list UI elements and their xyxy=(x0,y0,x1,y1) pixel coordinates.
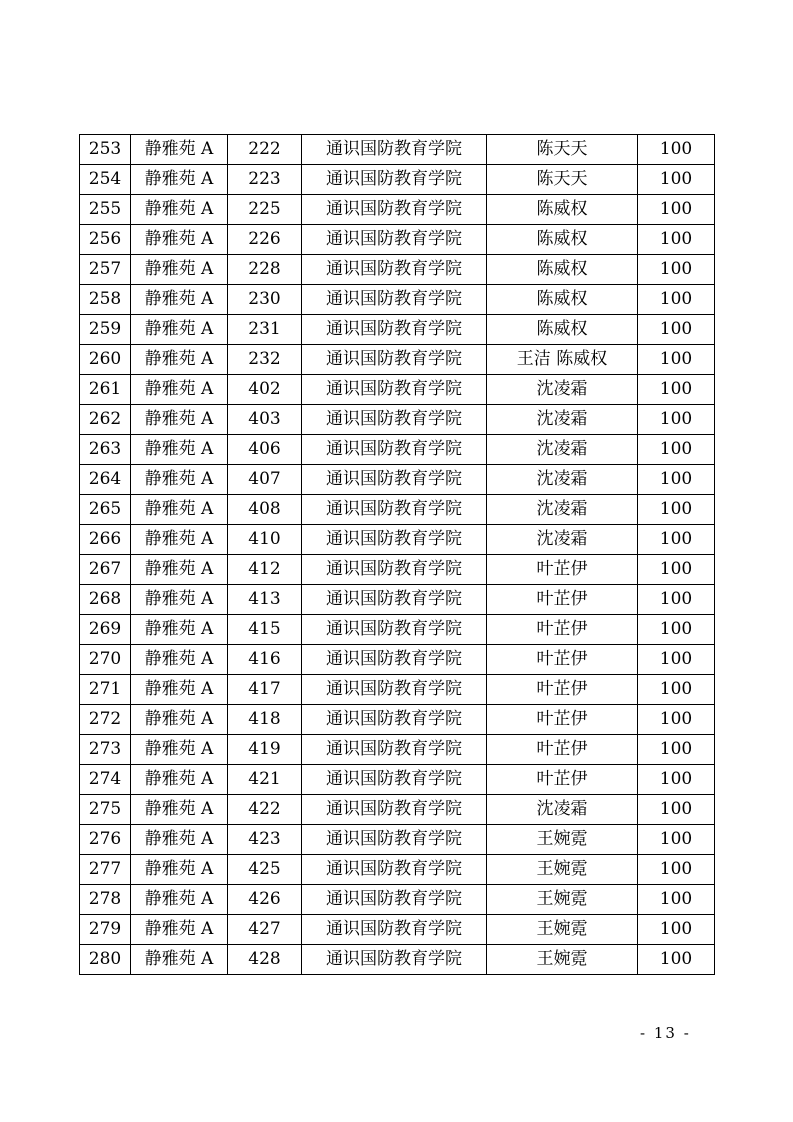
cell-room: 426 xyxy=(228,885,302,915)
cell-index: 262 xyxy=(80,405,131,435)
table-row xyxy=(80,375,715,405)
cell-room: 421 xyxy=(228,765,302,795)
cell-index: 274 xyxy=(80,765,131,795)
table-row xyxy=(80,165,715,195)
cell-score: 100 xyxy=(638,285,715,315)
cell-index: 257 xyxy=(80,255,131,285)
cell-score: 100 xyxy=(638,645,715,675)
cell-college: 通识国防教育学院 xyxy=(302,765,487,795)
cell-score: 100 xyxy=(638,585,715,615)
cell-room: 223 xyxy=(228,165,302,195)
cell-building: 静雅苑 A xyxy=(131,915,228,945)
table-row xyxy=(80,405,715,435)
cell-index: 280 xyxy=(80,945,131,975)
table-row xyxy=(80,195,715,225)
cell-person: 叶芷伊 xyxy=(487,645,638,675)
cell-room: 428 xyxy=(228,945,302,975)
cell-score: 100 xyxy=(638,825,715,855)
page-number: - 13 - xyxy=(640,1024,691,1042)
cell-score: 100 xyxy=(638,615,715,645)
table-row xyxy=(80,675,715,705)
cell-index: 272 xyxy=(80,705,131,735)
cell-index: 256 xyxy=(80,225,131,255)
cell-building: 静雅苑 A xyxy=(131,195,228,225)
cell-room: 406 xyxy=(228,435,302,465)
cell-person: 王婉霓 xyxy=(487,885,638,915)
cell-person: 叶芷伊 xyxy=(487,555,638,585)
cell-room: 408 xyxy=(228,495,302,525)
table-row xyxy=(80,645,715,675)
table-row xyxy=(80,465,715,495)
cell-building: 静雅苑 A xyxy=(131,795,228,825)
cell-building: 静雅苑 A xyxy=(131,225,228,255)
cell-room: 422 xyxy=(228,795,302,825)
cell-index: 278 xyxy=(80,885,131,915)
cell-score: 100 xyxy=(638,705,715,735)
cell-index: 267 xyxy=(80,555,131,585)
cell-college: 通识国防教育学院 xyxy=(302,825,487,855)
cell-score: 100 xyxy=(638,495,715,525)
table-row xyxy=(80,285,715,315)
table-row xyxy=(80,915,715,945)
table-row xyxy=(80,885,715,915)
cell-index: 264 xyxy=(80,465,131,495)
cell-college: 通识国防教育学院 xyxy=(302,915,487,945)
table-row xyxy=(80,525,715,555)
cell-room: 417 xyxy=(228,675,302,705)
table-row xyxy=(80,615,715,645)
cell-index: 261 xyxy=(80,375,131,405)
cell-person: 叶芷伊 xyxy=(487,675,638,705)
cell-person: 陈威权 xyxy=(487,225,638,255)
cell-college: 通识国防教育学院 xyxy=(302,375,487,405)
cell-room: 418 xyxy=(228,705,302,735)
cell-index: 275 xyxy=(80,795,131,825)
cell-building: 静雅苑 A xyxy=(131,705,228,735)
cell-person: 王洁 陈威权 xyxy=(487,345,638,375)
cell-person: 叶芷伊 xyxy=(487,615,638,645)
cell-room: 410 xyxy=(228,525,302,555)
cell-index: 258 xyxy=(80,285,131,315)
cell-college: 通识国防教育学院 xyxy=(302,255,487,285)
cell-room: 230 xyxy=(228,285,302,315)
cell-index: 259 xyxy=(80,315,131,345)
table-row xyxy=(80,315,715,345)
table-row xyxy=(80,135,715,165)
cell-score: 100 xyxy=(638,525,715,555)
cell-building: 静雅苑 A xyxy=(131,375,228,405)
cell-building: 静雅苑 A xyxy=(131,165,228,195)
cell-person: 陈威权 xyxy=(487,255,638,285)
cell-person: 陈天天 xyxy=(487,165,638,195)
cell-college: 通识国防教育学院 xyxy=(302,585,487,615)
cell-room: 403 xyxy=(228,405,302,435)
table-row xyxy=(80,735,715,765)
cell-building: 静雅苑 A xyxy=(131,585,228,615)
cell-index: 273 xyxy=(80,735,131,765)
cell-score: 100 xyxy=(638,555,715,585)
cell-score: 100 xyxy=(638,345,715,375)
cell-building: 静雅苑 A xyxy=(131,945,228,975)
cell-building: 静雅苑 A xyxy=(131,255,228,285)
cell-room: 407 xyxy=(228,465,302,495)
table-row xyxy=(80,555,715,585)
cell-index: 253 xyxy=(80,135,131,165)
cell-college: 通识国防教育学院 xyxy=(302,495,487,525)
cell-building: 静雅苑 A xyxy=(131,525,228,555)
cell-person: 沈凌霜 xyxy=(487,435,638,465)
cell-person: 王婉霓 xyxy=(487,945,638,975)
cell-room: 416 xyxy=(228,645,302,675)
cell-person: 陈天天 xyxy=(487,135,638,165)
cell-college: 通识国防教育学院 xyxy=(302,345,487,375)
table-row xyxy=(80,255,715,285)
cell-score: 100 xyxy=(638,435,715,465)
table-row xyxy=(80,795,715,825)
cell-person: 沈凌霜 xyxy=(487,795,638,825)
table-row xyxy=(80,705,715,735)
cell-college: 通识国防教育学院 xyxy=(302,225,487,255)
table-row xyxy=(80,765,715,795)
cell-person: 王婉霓 xyxy=(487,915,638,945)
cell-college: 通识国防教育学院 xyxy=(302,945,487,975)
cell-room: 427 xyxy=(228,915,302,945)
cell-building: 静雅苑 A xyxy=(131,735,228,765)
cell-college: 通识国防教育学院 xyxy=(302,195,487,225)
cell-index: 269 xyxy=(80,615,131,645)
cell-college: 通识国防教育学院 xyxy=(302,615,487,645)
cell-building: 静雅苑 A xyxy=(131,495,228,525)
cell-college: 通识国防教育学院 xyxy=(302,705,487,735)
cell-college: 通识国防教育学院 xyxy=(302,735,487,765)
cell-college: 通识国防教育学院 xyxy=(302,405,487,435)
cell-score: 100 xyxy=(638,915,715,945)
cell-room: 412 xyxy=(228,555,302,585)
cell-building: 静雅苑 A xyxy=(131,825,228,855)
cell-person: 陈威权 xyxy=(487,285,638,315)
cell-score: 100 xyxy=(638,405,715,435)
cell-index: 255 xyxy=(80,195,131,225)
cell-score: 100 xyxy=(638,795,715,825)
cell-room: 413 xyxy=(228,585,302,615)
cell-room: 402 xyxy=(228,375,302,405)
cell-college: 通识国防教育学院 xyxy=(302,855,487,885)
cell-college: 通识国防教育学院 xyxy=(302,795,487,825)
table-row xyxy=(80,345,715,375)
cell-building: 静雅苑 A xyxy=(131,465,228,495)
cell-index: 266 xyxy=(80,525,131,555)
cell-index: 265 xyxy=(80,495,131,525)
cell-room: 226 xyxy=(228,225,302,255)
cell-room: 419 xyxy=(228,735,302,765)
table-row xyxy=(80,855,715,885)
cell-score: 100 xyxy=(638,375,715,405)
cell-college: 通识国防教育学院 xyxy=(302,165,487,195)
cell-building: 静雅苑 A xyxy=(131,135,228,165)
cell-room: 225 xyxy=(228,195,302,225)
cell-building: 静雅苑 A xyxy=(131,885,228,915)
cell-room: 423 xyxy=(228,825,302,855)
cell-score: 100 xyxy=(638,465,715,495)
cell-room: 232 xyxy=(228,345,302,375)
cell-college: 通识国防教育学院 xyxy=(302,435,487,465)
cell-college: 通识国防教育学院 xyxy=(302,315,487,345)
cell-person: 沈凌霜 xyxy=(487,525,638,555)
cell-index: 263 xyxy=(80,435,131,465)
cell-score: 100 xyxy=(638,735,715,765)
cell-score: 100 xyxy=(638,165,715,195)
cell-building: 静雅苑 A xyxy=(131,405,228,435)
cell-college: 通识国防教育学院 xyxy=(302,885,487,915)
dormitory-table xyxy=(79,134,715,975)
cell-college: 通识国防教育学院 xyxy=(302,135,487,165)
cell-building: 静雅苑 A xyxy=(131,435,228,465)
cell-person: 王婉霓 xyxy=(487,855,638,885)
cell-college: 通识国防教育学院 xyxy=(302,675,487,705)
cell-score: 100 xyxy=(638,315,715,345)
cell-building: 静雅苑 A xyxy=(131,345,228,375)
cell-index: 277 xyxy=(80,855,131,885)
cell-building: 静雅苑 A xyxy=(131,675,228,705)
cell-index: 254 xyxy=(80,165,131,195)
cell-person: 沈凌霜 xyxy=(487,375,638,405)
cell-person: 叶芷伊 xyxy=(487,735,638,765)
cell-score: 100 xyxy=(638,195,715,225)
cell-score: 100 xyxy=(638,765,715,795)
cell-person: 王婉霓 xyxy=(487,825,638,855)
cell-college: 通识国防教育学院 xyxy=(302,465,487,495)
cell-person: 叶芷伊 xyxy=(487,705,638,735)
cell-index: 260 xyxy=(80,345,131,375)
cell-building: 静雅苑 A xyxy=(131,315,228,345)
cell-score: 100 xyxy=(638,255,715,285)
cell-score: 100 xyxy=(638,855,715,885)
cell-building: 静雅苑 A xyxy=(131,555,228,585)
cell-score: 100 xyxy=(638,225,715,255)
table-row xyxy=(80,495,715,525)
table-body xyxy=(80,135,715,975)
table-row xyxy=(80,585,715,615)
cell-building: 静雅苑 A xyxy=(131,615,228,645)
cell-room: 415 xyxy=(228,615,302,645)
cell-index: 270 xyxy=(80,645,131,675)
cell-building: 静雅苑 A xyxy=(131,285,228,315)
cell-college: 通识国防教育学院 xyxy=(302,525,487,555)
cell-college: 通识国防教育学院 xyxy=(302,645,487,675)
cell-index: 279 xyxy=(80,915,131,945)
table-row xyxy=(80,825,715,855)
cell-person: 陈威权 xyxy=(487,315,638,345)
cell-person: 叶芷伊 xyxy=(487,765,638,795)
table-row xyxy=(80,435,715,465)
cell-person: 叶芷伊 xyxy=(487,585,638,615)
table-row xyxy=(80,225,715,255)
cell-person: 沈凌霜 xyxy=(487,495,638,525)
cell-score: 100 xyxy=(638,675,715,705)
cell-person: 沈凌霜 xyxy=(487,405,638,435)
cell-building: 静雅苑 A xyxy=(131,855,228,885)
cell-room: 231 xyxy=(228,315,302,345)
cell-person: 陈威权 xyxy=(487,195,638,225)
cell-score: 100 xyxy=(638,945,715,975)
cell-college: 通识国防教育学院 xyxy=(302,555,487,585)
cell-index: 271 xyxy=(80,675,131,705)
cell-person: 沈凌霜 xyxy=(487,465,638,495)
cell-building: 静雅苑 A xyxy=(131,765,228,795)
cell-room: 228 xyxy=(228,255,302,285)
cell-room: 425 xyxy=(228,855,302,885)
cell-index: 268 xyxy=(80,585,131,615)
cell-score: 100 xyxy=(638,885,715,915)
cell-score: 100 xyxy=(638,135,715,165)
cell-college: 通识国防教育学院 xyxy=(302,285,487,315)
table-row xyxy=(80,945,715,975)
cell-room: 222 xyxy=(228,135,302,165)
cell-index: 276 xyxy=(80,825,131,855)
cell-building: 静雅苑 A xyxy=(131,645,228,675)
